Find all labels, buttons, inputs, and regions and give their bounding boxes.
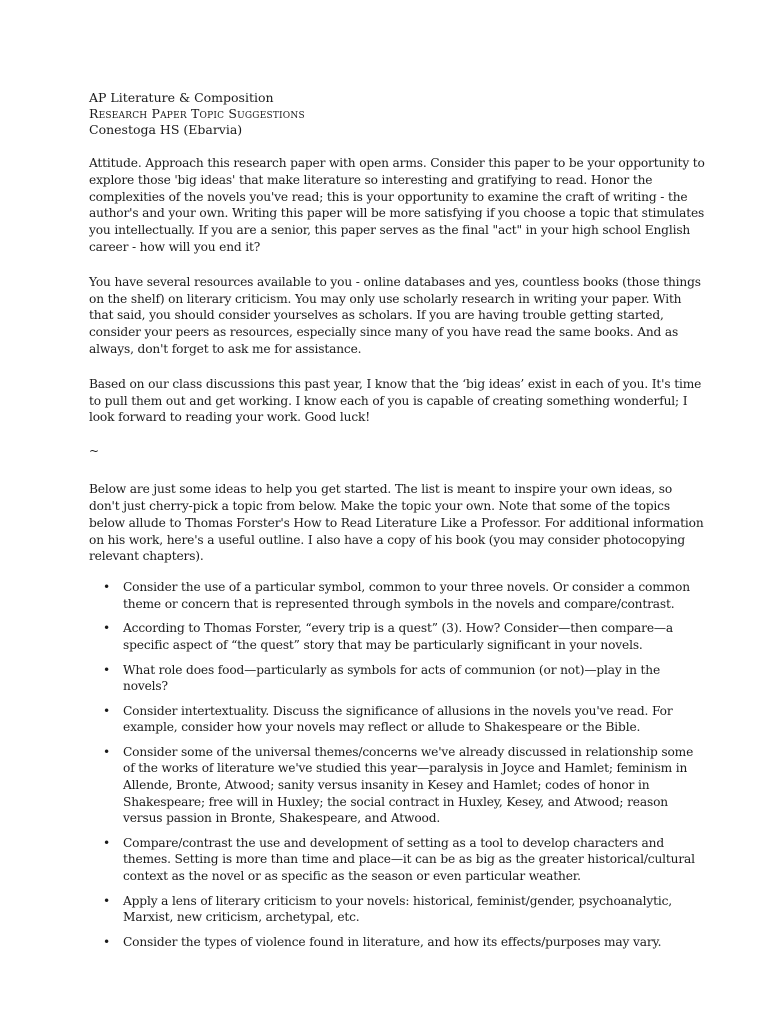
bullet-icon: • bbox=[103, 580, 111, 595]
topic-text: According to Thomas Forster, “every trip is a quest” (3). How? Consider—then compare—a specific aspect of “the quest” story that may be particularly significant in your novels. bbox=[123, 621, 674, 652]
list-item bbox=[89, 934, 706, 951]
topic-text: Consider the use of a particular symbol, common to your three novels. Or consider a common theme or concern that is represented through symbols in the novels and compare/contrast. bbox=[123, 580, 690, 611]
bullet-icon: • bbox=[103, 744, 111, 759]
topic-list bbox=[89, 579, 706, 950]
paragraph-attitude: Attitude. Approach this research paper with open arms. Consider this paper to be your opportunity to explore those 'big ideas' that make literature so interesting and gratifying to read. Honor the complexities of the novels you've read; this is your opportunity to examine the craft of writing - the author's and your own. Writing this paper will be more satisfying if you choose a topic that stimulates you intellectually. If you are a senior, this paper serves as the final "act" in your high school English career - how will you end it? bbox=[89, 156, 705, 254]
bullet-icon: • bbox=[103, 893, 111, 908]
topic-text: Compare/contrast the use and development of setting as a tool to develop characters and themes. Setting is more than time and place—it can be as big as the greater historical/cultural context as the novel or as specific as the season or even particular weather. bbox=[123, 835, 695, 884]
paragraph-encouragement: Based on our class discussions this past year, I know that the ‘big ideas’ exist in each of you. It's time to pull them out and get working. I know each of you is capable of creating something wonderful; I look forward to reading your work. Good luck! bbox=[89, 376, 702, 425]
course-title: AP Literature & Composition bbox=[89, 90, 274, 105]
topic-text: Apply a lens of literary criticism to your novels: historical, feminist/gender, psychoanalytic, Marxist, new criticism, archetypal, etc. bbox=[123, 893, 673, 925]
section-separator: ~ bbox=[89, 444, 100, 459]
list-item bbox=[89, 662, 706, 695]
topic-text: Consider intertextuality. Discuss the significance of allusions in the novels you've read. For example, consider how your novels may reflect or allude to Shakespeare or the Bible. bbox=[123, 703, 673, 735]
list-item bbox=[89, 579, 706, 612]
list-item bbox=[89, 835, 706, 885]
bullet-icon: • bbox=[103, 835, 111, 850]
paragraph-resources: You have several resources available to you - online databases and yes, countless books (those things on the shelf) on literary criticism. You may only use scholarly research in writing your paper. With that said, you should consider yourselves as scholars. If you are having trouble getting started, consider your peers as resources, especially since many of you have read the same books. And as always, don't forget to ask me for assistance. bbox=[89, 274, 701, 356]
bullet-icon: • bbox=[103, 662, 111, 677]
topic-text: What role does food—particularly as symbols for acts of communion (or not)—play in the novels? bbox=[123, 662, 661, 694]
school-name: Conestoga HS (Ebarvia) bbox=[89, 122, 243, 137]
topic-text: Consider some of the universal themes/concerns we've already discussed in relationship some of the works of literature we've studied this year—paralysis in Joyce and Hamlet; feminism in Allende, Bronte, Atwood; sanity versus insanity in Kesey and Hamlet; codes of honor in Shakespeare; free will in Huxley; the social contract in Huxley, Kesey, and Atwood; reason versus passion in Bronte, Shakespeare, and Atwood. bbox=[123, 744, 694, 826]
list-item bbox=[89, 620, 706, 653]
list-item bbox=[89, 703, 706, 736]
paragraph-intro: Below are just some ideas to help you get started. The list is meant to inspire your own ideas, so don't just cherry-pick a topic from below. Make the topic your own. Note that some of the topics below allude to Thomas Forster's How to Read Literature Like a Professor. For additional information on his work, here's a useful outline. I also have a copy of his book (you may consider photocopying relevant chapters). bbox=[89, 482, 704, 564]
list-item bbox=[89, 744, 706, 827]
document-subtitle: Research Paper Topic Suggestions bbox=[89, 106, 305, 121]
topic-text: Consider the types of violence found in literature, and how its effects/purposes may vary. bbox=[123, 934, 662, 949]
bullet-icon: • bbox=[103, 934, 111, 949]
bullet-icon: • bbox=[103, 621, 111, 636]
list-item bbox=[89, 893, 706, 926]
bullet-icon: • bbox=[103, 703, 111, 718]
